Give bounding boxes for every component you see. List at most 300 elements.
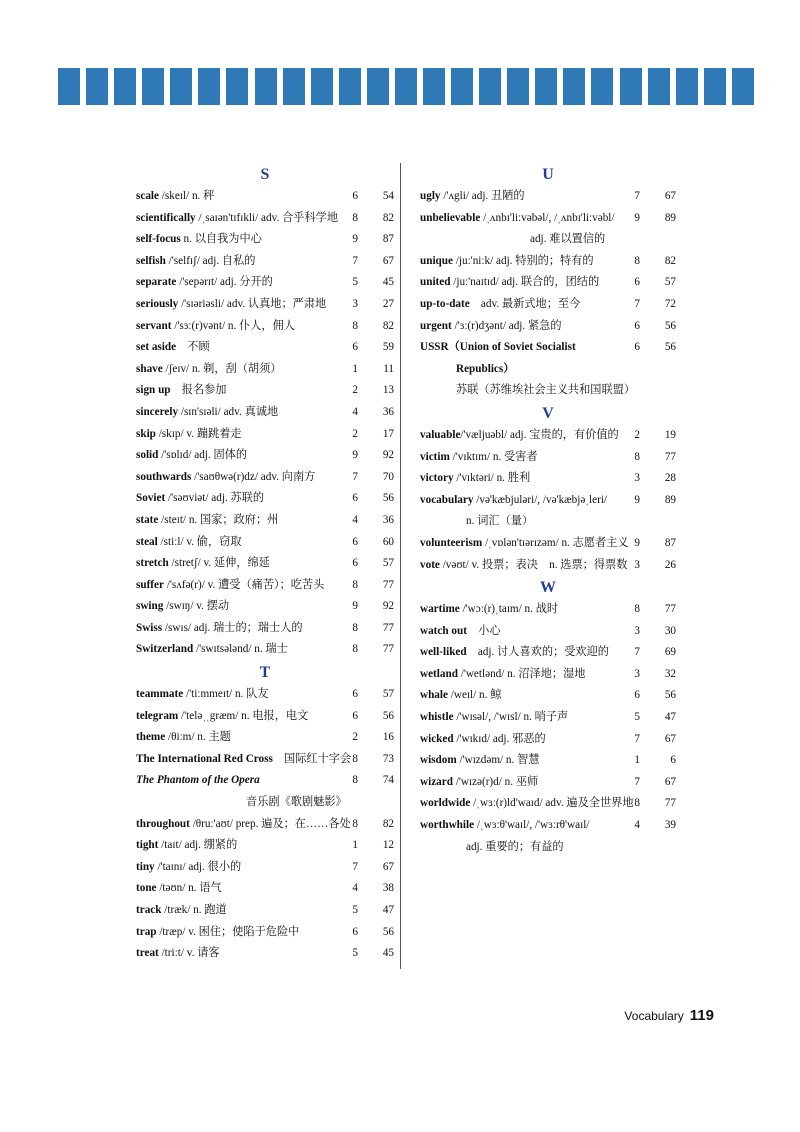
unit-number: 8: [634, 254, 640, 267]
unit-number: 2: [352, 384, 358, 397]
vocab-word: theme: [136, 731, 166, 744]
vocab-word: wartime: [420, 603, 460, 616]
vocabulary-column-right: [420, 163, 676, 858]
page-reference: 89: [664, 211, 676, 224]
vocab-entry: [420, 621, 676, 643]
vocabulary-column-left: [136, 163, 394, 965]
page-reference: 45: [382, 276, 394, 289]
vocab-definition: /skeɪl/ n. 秤: [159, 190, 215, 202]
vocab-definition: /'sɒlɪd/ adj. 固体的: [158, 449, 248, 462]
unit-number: 9: [634, 536, 640, 549]
vocab-word: sincerely: [136, 405, 179, 418]
vocab-entry: [420, 294, 676, 316]
page-reference: 54: [382, 190, 394, 202]
vocab-entry: [136, 272, 394, 294]
vocab-entry: [136, 770, 394, 813]
vocab-word: stretch: [136, 557, 169, 570]
vocab-entry: [136, 402, 394, 424]
unit-number: 8: [352, 211, 358, 224]
vocab-word: tiny: [136, 860, 155, 873]
page-reference: 19: [664, 428, 676, 441]
unit-number: 9: [634, 493, 640, 506]
vocab-definition: /'sʌfə(r)/ v. 遭受（痛苦）；吃苦头: [163, 578, 325, 591]
header-block: [226, 68, 248, 105]
vocab-definition: /təʊn/ n. 语气: [156, 882, 222, 895]
page-reference: 17: [382, 427, 394, 440]
vocab-word: sign up: [136, 384, 171, 397]
unit-number: 7: [634, 190, 640, 202]
vocab-entry: [136, 684, 394, 706]
unit-number: 6: [634, 276, 640, 289]
vocab-definition: /ˌʌnbɪ'liːvəbəl/, /ˌʌnbɪ'liːvəbl/: [480, 211, 615, 224]
page-reference: 56: [382, 492, 394, 505]
vocab-definition-continued: Republics）: [456, 362, 515, 375]
vocab-word: wicked: [420, 732, 454, 745]
page-reference: 92: [382, 449, 394, 462]
vocab-word: track: [136, 904, 162, 916]
header-block: [535, 68, 557, 105]
page-reference: 32: [664, 667, 676, 680]
page-reference: 67: [664, 775, 676, 788]
vocab-definition: /'selfɪʃ/ adj. 自私的: [165, 254, 256, 267]
vocab-entry: [420, 599, 676, 621]
vocab-definition: /'wɪzdəm/ n. 智慧: [456, 754, 540, 767]
page-reference: 45: [382, 947, 394, 960]
vocab-entry: [420, 707, 676, 729]
vocab-entry: [420, 251, 676, 273]
vocab-entry: [136, 618, 394, 640]
unit-number: 6: [352, 709, 358, 722]
vocab-entry: [136, 835, 394, 857]
vocab-entry: [136, 359, 394, 381]
header-block-strip: [58, 68, 754, 105]
header-block: [58, 68, 80, 105]
vocab-entry: [136, 553, 394, 575]
page-footer: [624, 1006, 714, 1026]
vocab-definition: /træp/ v. 困住；使陷于危险中: [156, 925, 300, 938]
vocab-word: swing: [136, 600, 164, 613]
unit-number: 8: [352, 643, 358, 656]
page-reference: 60: [382, 535, 394, 548]
header-block: [142, 68, 164, 105]
unit-number: 2: [352, 731, 358, 744]
vocab-word: united: [420, 276, 451, 289]
vocab-word: whistle: [420, 711, 454, 724]
vocab-definition: /swɪs/ adj. 瑞士的；瑞士人的: [162, 621, 303, 634]
vocab-definition: /steɪt/ n. 国家；政府；州: [158, 513, 279, 526]
vocab-entry: [136, 510, 394, 532]
page-reference: 12: [382, 839, 394, 852]
vocab-definition: /weɪl/ n. 鲸: [447, 689, 502, 702]
vocab-entry: [420, 815, 676, 858]
vocab-definition: /'saʊθwə(r)dz/ adv. 向南方: [191, 470, 316, 483]
vocab-entry: [420, 490, 676, 533]
vocab-definition: /'teləˌˌgræm/ n. 电报，电文: [178, 709, 309, 722]
unit-number: 7: [634, 297, 640, 310]
page-reference: 47: [382, 904, 394, 916]
vocab-entry: [136, 488, 394, 510]
vocab-definition: /θruː'aʊt/ prep. 遍及；在……各处: [189, 817, 351, 830]
vocab-entry: [420, 685, 676, 707]
unit-number: 5: [352, 947, 358, 960]
unit-number: 1: [352, 839, 358, 852]
vocab-entry: [136, 337, 394, 359]
unit-number: 8: [352, 817, 358, 830]
vocab-word: valuable: [420, 428, 461, 441]
header-block: [367, 68, 389, 105]
unit-number: 6: [352, 925, 358, 938]
vocab-entry: [136, 380, 394, 402]
vocab-entry: [420, 555, 676, 577]
vocab-definition: /stiːl/ v. 偷，窃取: [157, 535, 242, 548]
unit-number: 7: [634, 646, 640, 659]
unit-number: 4: [352, 882, 358, 895]
unit-number: 6: [352, 535, 358, 548]
page-reference: 36: [382, 405, 394, 418]
vocab-definition: 小心: [466, 624, 501, 637]
unit-number: 7: [352, 470, 358, 483]
unit-number: 9: [634, 211, 640, 224]
header-block: [395, 68, 417, 105]
vocab-word: urgent: [420, 319, 452, 332]
page-reference: 59: [382, 341, 394, 354]
unit-number: 4: [352, 405, 358, 418]
section-letter: S: [260, 166, 270, 183]
vocab-entry: [136, 532, 394, 554]
page-reference: 26: [664, 558, 676, 571]
vocab-definition: 报名参加: [170, 384, 227, 397]
unit-number: 8: [352, 319, 358, 332]
page-reference: 57: [664, 276, 676, 289]
vocab-definition: /'vɪktəri/ n. 胜利: [453, 472, 531, 485]
page-reference: 82: [382, 319, 394, 332]
vocab-definition: /skɪp/ v. 蹦跳着走: [155, 427, 242, 440]
vocab-word: vote: [420, 558, 440, 571]
vocab-entry: [136, 857, 394, 879]
unit-number: 6: [352, 557, 358, 570]
vocab-word: telegram: [136, 709, 179, 722]
vocab-definition: （Union of Soviet Socialist: [448, 341, 576, 354]
vocab-definition: adv. 最新式地；至今: [469, 297, 581, 310]
vocab-word: unbelievable: [420, 211, 481, 224]
vocab-word: watch out: [420, 624, 467, 637]
vocab-word: teammate: [136, 688, 184, 701]
vocab-entry: [136, 575, 394, 597]
vocab-definition-continued: adj. 重要的；有益的: [466, 840, 564, 853]
vocab-word: unique: [420, 254, 453, 267]
vocab-definition: /ʃeɪv/ n. 剃，刮（胡须）: [162, 362, 282, 375]
unit-number: 6: [352, 492, 358, 505]
unit-number: 6: [352, 190, 358, 202]
page-reference: 82: [382, 211, 394, 224]
unit-number: 6: [634, 319, 640, 332]
page-reference: 72: [664, 297, 676, 310]
vocab-entry: [420, 425, 676, 447]
vocab-word: worthwhile: [420, 819, 475, 832]
page-reference: 16: [382, 731, 394, 744]
page-reference: 27: [382, 297, 394, 310]
page-reference: 74: [382, 774, 394, 787]
vocab-word: selfish: [136, 254, 166, 267]
vocab-entry: [420, 793, 676, 815]
unit-number: 5: [634, 711, 640, 724]
unit-number: 3: [634, 558, 640, 571]
vocab-definition: /'tiːmmeɪt/ n. 队友: [183, 688, 269, 701]
page-reference: 77: [382, 621, 394, 634]
vocab-entry: [136, 943, 394, 965]
page-reference: 67: [664, 732, 676, 745]
page-reference: 30: [664, 624, 676, 637]
vocab-definition: /'vɪktɪm/ n. 受害者: [449, 450, 538, 463]
unit-number: 2: [634, 428, 640, 441]
vocab-definition: /vəʊt/ v. 投票；表决 n. 选票；得票数: [439, 558, 628, 571]
page-number: 119: [689, 1007, 714, 1024]
vocab-entry: [136, 814, 394, 836]
page-reference: 77: [664, 450, 676, 463]
header-block: [479, 68, 501, 105]
page-reference: 39: [664, 819, 676, 832]
header-block: [198, 68, 220, 105]
unit-number: 7: [634, 775, 640, 788]
vocab-entry: [136, 229, 394, 251]
page-reference: 13: [382, 384, 394, 397]
vocab-definition: /'sɪəriəsli/ adv. 认真地；严肃地: [178, 297, 327, 310]
unit-number: 8: [352, 752, 358, 765]
vocab-definition: /træk/ n. 跑道: [161, 904, 227, 916]
header-block: [591, 68, 613, 105]
vocab-definition: /'wɪsəl/, /'wɪsl/ n. 哨子声: [453, 711, 569, 724]
vocab-word: victory: [420, 472, 454, 485]
page-reference: 47: [664, 711, 676, 724]
vocab-definition: 国际红十字会: [272, 752, 352, 765]
unit-number: 6: [352, 688, 358, 701]
page-reference: 77: [664, 603, 676, 616]
unit-number: 3: [352, 297, 358, 310]
header-block: [283, 68, 305, 105]
column-divider: [400, 163, 401, 969]
vocab-word: tight: [136, 839, 159, 852]
vocab-definition-continued: 苏联（苏维埃社会主义共和国联盟）: [456, 384, 636, 397]
page-reference: 82: [664, 254, 676, 267]
header-block: [114, 68, 136, 105]
vocab-word: ugly: [420, 190, 441, 202]
vocab-word: trap: [136, 925, 157, 938]
page-reference: 36: [382, 513, 394, 526]
vocab-word: up-to-date: [420, 297, 470, 310]
vocab-entry: [136, 445, 394, 467]
vocab-entry: [136, 639, 394, 661]
vocab-word: self-focus: [136, 233, 181, 246]
vocab-definition: /'ʌgli/ adj. 丑陋的: [440, 190, 525, 202]
vocab-word: wisdom: [420, 754, 457, 767]
vocab-definition: /taɪt/ adj. 绷紧的: [158, 839, 238, 852]
vocab-entry: [420, 337, 676, 402]
section-letter: V: [542, 404, 554, 422]
vocab-entry: [420, 664, 676, 686]
vocab-definition: /swɪŋ/ v. 摆动: [163, 600, 230, 613]
vocab-word: shave: [136, 362, 163, 375]
vocab-definition: /'wɪkɪd/ adj. 邪恶的: [453, 732, 546, 745]
page-reference: 87: [664, 536, 676, 549]
unit-number: 5: [352, 904, 358, 916]
header-block: [507, 68, 529, 105]
vocab-definition: /ˌwɜː(r)ld'waɪd/ adv. 遍及全世界地: [470, 797, 634, 810]
vocab-definition: n. 以自我为中心: [180, 233, 262, 246]
vocab-word: throughout: [136, 817, 190, 830]
section-letter: W: [540, 579, 556, 597]
unit-number: 6: [352, 341, 358, 354]
vocab-definition: /juː'niːk/ adj. 特别的；特有的: [452, 254, 594, 267]
page-reference: 77: [382, 578, 394, 591]
page-reference: 57: [382, 688, 394, 701]
header-block: [255, 68, 277, 105]
page-reference: 70: [382, 470, 394, 483]
vocab-word: scientifically: [136, 211, 196, 224]
unit-number: 8: [352, 774, 358, 787]
vocab-entry: [420, 750, 676, 772]
vocab-definition: /stretʃ/ v. 延伸，绵延: [168, 557, 270, 570]
unit-number: 3: [634, 624, 640, 637]
unit-number: 7: [634, 732, 640, 745]
vocab-word: treat: [136, 947, 159, 960]
page-reference: 28: [664, 472, 676, 485]
vocab-definition: /'wɔː(r)ˌtaɪm/ n. 战时: [459, 603, 559, 616]
page-reference: 67: [664, 190, 676, 202]
vocab-word: volunteerism: [420, 536, 483, 549]
header-block: [451, 68, 473, 105]
vocab-definition: /θiːm/ n. 主题: [165, 731, 231, 744]
vocab-entry: [136, 251, 394, 273]
page-reference: 56: [664, 341, 676, 354]
vocab-definition: /'taɪnɪ/ adj. 很小的: [154, 860, 242, 873]
vocab-word: Swiss: [136, 621, 163, 634]
header-block: [704, 68, 726, 105]
vocab-entry: [420, 186, 676, 208]
vocab-word: steal: [136, 535, 158, 548]
vocab-entry: [420, 642, 676, 664]
vocab-definition: /'sɜː(r)vənt/ n. 仆人，佣人: [171, 319, 295, 332]
vocab-word: suffer: [136, 578, 164, 591]
header-block: [311, 68, 333, 105]
header-block: [732, 68, 754, 105]
vocab-definition: /'wetlənd/ n. 沼泽地；湿地: [457, 667, 586, 680]
vocab-definition: /ˌsaɪən'tɪfɪkli/ adv. 合乎科学地: [195, 211, 339, 224]
vocab-definition: /'ɜː(r)dʒənt/ adj. 紧急的: [451, 319, 562, 332]
vocab-definition: /və'kæbjuləri/, /və'kæbjəˌleri/: [473, 493, 608, 506]
vocab-word: whale: [420, 689, 448, 702]
unit-number: 2: [352, 427, 358, 440]
vocab-word: The Phantom of the Opera: [136, 774, 260, 787]
vocab-word: tone: [136, 882, 157, 895]
section-letter: U: [542, 166, 554, 183]
vocab-definition: /'sepərɪt/ adj. 分开的: [176, 276, 273, 289]
page-reference: 38: [382, 882, 394, 895]
vocab-definition: /ˌvɒlən'tɪərɪzəm/ n. 志愿者主义: [482, 536, 629, 549]
vocab-word: state: [136, 513, 159, 526]
header-block: [86, 68, 108, 105]
vocab-definition: /ˌwɜːθ'waɪl/, /'wɜːrθ'waɪl/: [474, 819, 590, 832]
page-reference: 77: [382, 643, 394, 656]
vocab-entry: [420, 447, 676, 469]
vocab-word: separate: [136, 276, 177, 289]
unit-number: 3: [634, 667, 640, 680]
page-reference: 89: [664, 493, 676, 506]
vocab-entry: [136, 922, 394, 944]
header-block: [620, 68, 642, 105]
header-block: [676, 68, 698, 105]
vocab-entry: [420, 772, 676, 794]
vocab-word: worldwide: [420, 797, 471, 810]
unit-number: 9: [352, 600, 358, 613]
page-reference: 73: [382, 752, 394, 765]
vocab-entry: [136, 186, 394, 208]
unit-number: 7: [352, 254, 358, 267]
page-reference: 67: [382, 254, 394, 267]
vocab-entry: [136, 467, 394, 489]
header-block: [170, 68, 192, 105]
vocab-word: victim: [420, 450, 450, 463]
vocab-definition-continued: n. 词汇（量）: [466, 515, 534, 528]
header-block: [648, 68, 670, 105]
vocab-entry: [420, 533, 676, 555]
vocab-definition: 不顾: [176, 341, 210, 354]
page-reference: 56: [382, 709, 394, 722]
vocab-word: vocabulary: [420, 493, 474, 506]
vocab-entry: [136, 208, 394, 230]
vocab-entry: [136, 749, 394, 771]
page-reference: 56: [382, 925, 394, 938]
vocab-entry: [420, 272, 676, 294]
vocab-word: southwards: [136, 470, 192, 483]
vocab-word: servant: [136, 319, 172, 332]
vocab-word: solid: [136, 449, 159, 462]
unit-number: 5: [352, 276, 358, 289]
vocab-word: set aside: [136, 341, 177, 354]
vocab-word: USSR: [420, 341, 449, 354]
vocab-definition-continued: 音乐剧《歌剧魅影》: [246, 796, 347, 809]
unit-number: 8: [634, 450, 640, 463]
vocab-definition: /'swɪtsələnd/ n. 瑞士: [193, 643, 288, 656]
vocab-word: well-liked: [420, 646, 467, 659]
page-reference: 56: [664, 689, 676, 702]
unit-number: 6: [634, 689, 640, 702]
vocab-definition: /'səʊviət/ adj. 苏联的: [165, 492, 265, 505]
footer-label: Vocabulary: [624, 1009, 684, 1023]
vocab-word: scale: [136, 190, 159, 202]
vocab-entry: [136, 596, 394, 618]
unit-number: 8: [352, 621, 358, 634]
vocab-entry: [136, 706, 394, 728]
page-reference: 67: [382, 860, 394, 873]
vocab-word: The International Red Cross: [136, 752, 273, 765]
vocab-word: Switzerland: [136, 643, 194, 656]
page-reference: 77: [664, 797, 676, 810]
page-reference: 6: [670, 754, 676, 767]
unit-number: 9: [352, 233, 358, 246]
header-block: [563, 68, 585, 105]
vocab-word: wetland: [420, 667, 458, 680]
vocab-entry: [420, 316, 676, 338]
vocab-word: wizard: [420, 775, 453, 788]
unit-number: 1: [634, 754, 640, 767]
vocab-entry: [136, 727, 394, 749]
vocab-entry: [420, 468, 676, 490]
vocab-definition: /sɪn'sɪəli/ adv. 真诚地: [178, 405, 279, 418]
unit-number: 4: [634, 819, 640, 832]
vocab-definition: /'wɪzə(r)d/ n. 巫师: [452, 775, 539, 788]
vocab-word: skip: [136, 427, 156, 440]
section-letter: T: [259, 664, 271, 682]
